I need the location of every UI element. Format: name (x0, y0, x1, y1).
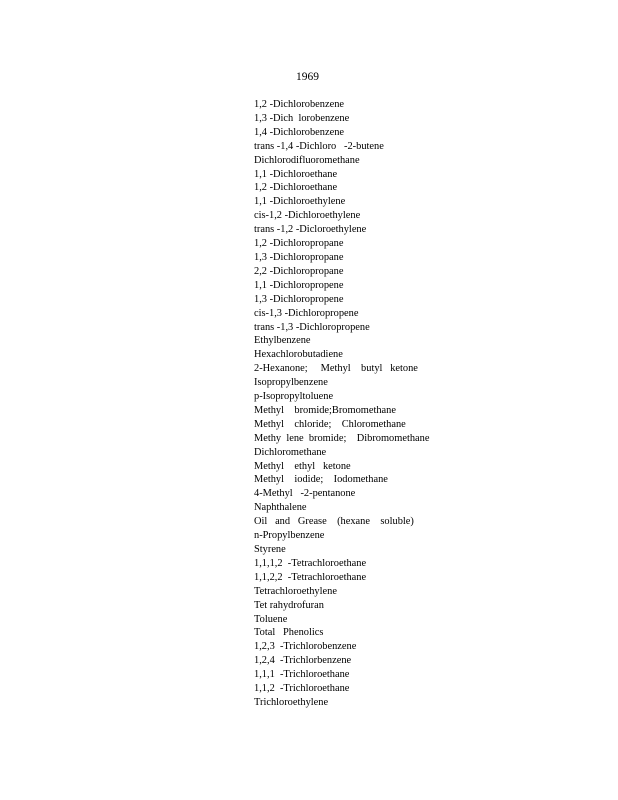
compound-item: 1,2 -Dichloropropane (254, 238, 344, 250)
compound-list (254, 98, 429, 710)
compound-item: 2,2 -Dichloropropane (254, 265, 344, 277)
compound-item: 1,1,1 -Trichloroethane (254, 669, 350, 681)
compound-item: 1,1,1,2 -Tetrachloroethane (254, 557, 367, 569)
compound-item: Methyl chloride; Chloromethane (254, 418, 406, 430)
compound-item: 1,1,2 -Trichloroethane (254, 683, 350, 695)
compound-item: Isopropylbenzene (254, 377, 328, 389)
compound-item: cis-1,3 -Dichloropropene (254, 307, 359, 319)
compound-item: p-Isopropyltoluene (254, 391, 334, 403)
compound-item: 1,2,3 -Trichlorobenzene (254, 641, 357, 653)
compound-item: Hexachlorobutadiene (254, 349, 343, 361)
compound-item: Toluene (254, 613, 288, 625)
compound-item: Methy lene bromide; Dibromomethane (254, 432, 430, 444)
compound-item: Tetrachloroethylene (254, 585, 337, 597)
compound-item: Methyl ethyl ketone (254, 460, 351, 472)
page-number: 1969 (296, 71, 319, 83)
compound-item: 1,2 -Dichloroethane (254, 182, 338, 194)
compound-item: 2-Hexanone; Methyl butyl ketone (254, 363, 418, 375)
compound-item: 1,1 -Dichloropropene (254, 279, 344, 291)
compound-item: trans -1,4 -Dichloro -2-butene (254, 140, 384, 152)
compound-item: 1,2 -Dichlorobenzene (254, 99, 345, 110)
compound-item: trans -1,2 -Dicloroethylene (254, 224, 367, 236)
compound-item: trans -1,3 -Dichloropropene (254, 321, 370, 333)
compound-item: Styrene (254, 544, 286, 555)
compound-item: 1,2,4 -Trichlorbenzene (254, 655, 352, 667)
compound-item: Methyl iodide; Iodomethane (254, 474, 388, 486)
compound-item: 1,3 -Dichloropropene (254, 293, 344, 305)
compound-item: Total Phenolics (254, 627, 324, 639)
compound-item: 1,3 -Dich lorobenzene (254, 112, 350, 124)
compound-item: 1,1 -Dichloroethane (254, 168, 338, 180)
compound-item: 1,1 -Dichloroethylene (254, 196, 346, 208)
compound-item: 4-Methyl -2-pentanone (254, 488, 356, 500)
compound-item: cis-1,2 -Dichloroethylene (254, 210, 361, 222)
compound-item: Oil and Grease (hexane soluble) (254, 516, 414, 528)
compound-item: 1,3 -Dichloropropane (254, 251, 344, 263)
compound-item: 1,4 -Dichlorobenzene (254, 126, 345, 138)
compound-item: Dichlorodifluoromethane (254, 154, 360, 166)
compound-item: Trichloroethylene (254, 696, 329, 708)
compound-item: Dichloromethane (254, 446, 327, 458)
compound-item: Naphthalene (254, 502, 307, 514)
compound-item: 1,1,2,2 -Tetrachloroethane (254, 571, 367, 583)
compound-item: n-Propylbenzene (254, 530, 325, 542)
compound-item: Tet rahydrofuran (254, 599, 324, 611)
compound-item: Methyl bromide;Bromomethane (254, 404, 396, 416)
compound-item: Ethylbenzene (254, 335, 311, 347)
